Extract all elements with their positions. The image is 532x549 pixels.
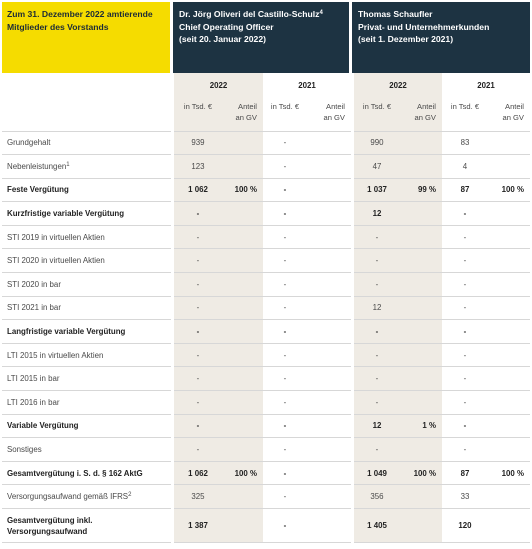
- table-row: [2, 273, 530, 297]
- value-cell: -: [174, 202, 222, 226]
- value-cell: -: [174, 438, 222, 462]
- unit-header-row: [2, 97, 530, 131]
- share-cell: [400, 367, 442, 391]
- value-cell: -: [354, 320, 400, 344]
- share-cell: [307, 461, 351, 485]
- share-cell: [488, 225, 530, 249]
- row-label: Sonstiges: [2, 438, 171, 462]
- value-cell: -: [354, 343, 400, 367]
- value-cell: -: [354, 367, 400, 391]
- share-cell: [400, 438, 442, 462]
- share-cell: [488, 155, 530, 179]
- value-cell: -: [174, 414, 222, 438]
- value-cell: -: [442, 438, 488, 462]
- value-cell: -: [174, 343, 222, 367]
- share-cell: [400, 320, 442, 344]
- person2-since: (seit 1. Dezember 2021): [358, 34, 454, 44]
- share-cell: 100 %: [222, 461, 263, 485]
- table-row: [2, 155, 530, 179]
- value-cell: -: [442, 320, 488, 344]
- share-cell: [488, 367, 530, 391]
- table-row: [2, 438, 530, 462]
- value-cell: -: [442, 296, 488, 320]
- share-cell: [307, 249, 351, 273]
- share-cell: [222, 155, 263, 179]
- share-cell: [222, 414, 263, 438]
- value-cell: -: [263, 155, 307, 179]
- row-label: STI 2021 in bar: [2, 296, 171, 320]
- share-cell: [400, 249, 442, 273]
- share-cell: [222, 485, 263, 509]
- share-label: Anteil an GV: [400, 97, 442, 131]
- share-cell: [400, 273, 442, 297]
- year-header: 2021: [477, 80, 495, 90]
- share-cell: [488, 509, 530, 543]
- share-cell: [400, 343, 442, 367]
- value-cell: -: [354, 438, 400, 462]
- share-cell: 1 %: [400, 414, 442, 438]
- value-cell: 87: [442, 178, 488, 202]
- year-header: 2022: [174, 73, 263, 97]
- value-cell: 12: [354, 414, 400, 438]
- value-cell: -: [263, 414, 307, 438]
- value-cell: -: [263, 273, 307, 297]
- value-cell: -: [263, 367, 307, 391]
- table-row: [2, 225, 530, 249]
- unit-label: in Tsd. €: [354, 97, 400, 131]
- share-cell: [488, 202, 530, 226]
- value-cell: -: [263, 343, 307, 367]
- value-cell: 1 405: [354, 509, 400, 543]
- value-cell: -: [354, 273, 400, 297]
- value-cell: -: [263, 249, 307, 273]
- share-cell: [400, 485, 442, 509]
- value-cell: 87: [442, 461, 488, 485]
- value-cell: -: [174, 296, 222, 320]
- row-label: Feste Vergütung: [2, 178, 171, 202]
- value-cell: -: [442, 414, 488, 438]
- share-cell: [488, 391, 530, 415]
- row-label: Grundgehalt: [2, 131, 171, 155]
- share-cell: 100 %: [488, 461, 530, 485]
- unit-label: in Tsd. €: [442, 97, 488, 131]
- share-cell: [488, 438, 530, 462]
- value-cell: -: [263, 131, 307, 155]
- row-label: STI 2020 in virtuellen Aktien: [2, 249, 171, 273]
- footnote-marker: 2: [128, 492, 132, 499]
- share-cell: [307, 225, 351, 249]
- value-cell: 12: [354, 296, 400, 320]
- value-cell: -: [442, 249, 488, 273]
- share-cell: 100 %: [222, 178, 263, 202]
- row-label: STI 2020 in bar: [2, 273, 171, 297]
- share-cell: [307, 438, 351, 462]
- row-label: Versorgungsaufwand gemäß IFRS$^2$: [2, 485, 171, 509]
- share-cell: [222, 343, 263, 367]
- value-cell: 1 049: [354, 461, 400, 485]
- share-cell: [222, 249, 263, 273]
- person2-name: Thomas Schaufler: [358, 9, 433, 19]
- person1-header: [173, 2, 349, 73]
- share-cell: [222, 367, 263, 391]
- person2-header: [352, 2, 530, 73]
- value-cell: -: [442, 367, 488, 391]
- share-cell: [307, 485, 351, 509]
- row-label: Variable Vergütung: [2, 414, 171, 438]
- value-cell: -: [442, 202, 488, 226]
- compensation-table: [2, 73, 530, 543]
- share-cell: [222, 438, 263, 462]
- table-title: Zum 31. Dezember 2022 amtierende Mitglieder des Vorstands: [2, 2, 170, 73]
- value-cell: -: [354, 391, 400, 415]
- value-cell: 83: [442, 131, 488, 155]
- person1-name: Dr. Jörg Oliveri del Castillo-Schulz: [179, 9, 320, 19]
- share-cell: [400, 225, 442, 249]
- share-cell: [400, 296, 442, 320]
- share-cell: [307, 343, 351, 367]
- row-label: Nebenleistungen$^1$: [2, 155, 171, 179]
- row-label: Gesamtvergütung inkl. Versorgungsaufwand: [2, 509, 171, 543]
- value-cell: -: [442, 273, 488, 297]
- table-row: [2, 391, 530, 415]
- value-cell: -: [442, 225, 488, 249]
- table-row: [2, 485, 530, 509]
- value-cell: -: [263, 485, 307, 509]
- table-row: [2, 461, 530, 485]
- table-row: [2, 249, 530, 273]
- unit-label: in Tsd. €: [174, 97, 222, 131]
- row-label: LTI 2016 in bar: [2, 391, 171, 415]
- share-cell: [307, 155, 351, 179]
- table-row: [2, 296, 530, 320]
- share-cell: [307, 178, 351, 202]
- value-cell: -: [263, 461, 307, 485]
- person1-role: Chief Operating Officer: [179, 21, 274, 32]
- share-cell: [488, 320, 530, 344]
- share-cell: [400, 202, 442, 226]
- share-cell: [307, 202, 351, 226]
- row-label: Kurzfristige variable Vergütung: [2, 202, 171, 226]
- person2-role: Privat- und Unternehmerkunden: [358, 21, 490, 32]
- table-row: [2, 202, 530, 226]
- share-cell: [488, 131, 530, 155]
- share-cell: [307, 320, 351, 344]
- unit-label: in Tsd. €: [263, 97, 307, 131]
- row-label: Gesamtvergütung i. S. d. § 162 AktG: [2, 461, 171, 485]
- table-row: [2, 343, 530, 367]
- share-cell: [222, 131, 263, 155]
- value-cell: -: [174, 225, 222, 249]
- share-cell: 100 %: [488, 178, 530, 202]
- row-label: LTI 2015 in virtuellen Aktien: [2, 343, 171, 367]
- table-row: [2, 414, 530, 438]
- share-cell: [307, 273, 351, 297]
- value-cell: -: [442, 343, 488, 367]
- share-cell: [307, 414, 351, 438]
- year-header: 2022: [354, 73, 442, 97]
- table-row: [2, 178, 530, 202]
- table-row: [2, 131, 530, 155]
- share-cell: [307, 391, 351, 415]
- value-cell: 1 037: [354, 178, 400, 202]
- share-cell: [488, 485, 530, 509]
- person1-footnote: 4: [319, 10, 323, 16]
- share-cell: [400, 391, 442, 415]
- value-cell: 47: [354, 155, 400, 179]
- row-label: STI 2019 in virtuellen Aktien: [2, 225, 171, 249]
- value-cell: 33: [442, 485, 488, 509]
- value-cell: 4: [442, 155, 488, 179]
- value-cell: -: [354, 249, 400, 273]
- value-cell: -: [263, 202, 307, 226]
- share-cell: [307, 367, 351, 391]
- value-cell: 1 062: [174, 178, 222, 202]
- share-cell: [222, 509, 263, 543]
- value-cell: -: [174, 391, 222, 415]
- share-cell: [400, 131, 442, 155]
- value-cell: 123: [174, 155, 222, 179]
- share-cell: [488, 296, 530, 320]
- value-cell: -: [174, 367, 222, 391]
- share-cell: [488, 414, 530, 438]
- share-cell: [222, 391, 263, 415]
- value-cell: -: [174, 249, 222, 273]
- table-row: [2, 367, 530, 391]
- share-cell: [222, 273, 263, 297]
- table-row: [2, 509, 530, 543]
- value-cell: -: [263, 178, 307, 202]
- value-cell: 939: [174, 131, 222, 155]
- value-cell: -: [263, 391, 307, 415]
- value-cell: -: [442, 391, 488, 415]
- value-cell: -: [263, 438, 307, 462]
- table-header-band: [2, 2, 530, 73]
- table-row: [2, 320, 530, 344]
- share-cell: [222, 320, 263, 344]
- share-cell: [400, 155, 442, 179]
- value-cell: 1 387: [174, 509, 222, 543]
- value-cell: 356: [354, 485, 400, 509]
- compensation-table-page: [2, 2, 530, 543]
- value-cell: 990: [354, 131, 400, 155]
- share-cell: [222, 202, 263, 226]
- share-cell: [400, 509, 442, 543]
- share-cell: [307, 509, 351, 543]
- share-cell: 100 %: [400, 461, 442, 485]
- value-cell: 12: [354, 202, 400, 226]
- value-cell: -: [174, 273, 222, 297]
- share-cell: [222, 296, 263, 320]
- value-cell: 120: [442, 509, 488, 543]
- value-cell: -: [174, 320, 222, 344]
- value-cell: -: [263, 225, 307, 249]
- year-header: 2021: [298, 80, 316, 90]
- person1-since: (seit 20. Januar 2022): [179, 34, 266, 44]
- year-header-row: [2, 73, 530, 97]
- row-label: Langfristige variable Vergütung: [2, 320, 171, 344]
- share-label: Anteil an GV: [307, 97, 351, 131]
- share-label: Anteil an GV: [488, 97, 530, 131]
- value-cell: -: [263, 509, 307, 543]
- share-cell: [488, 343, 530, 367]
- share-cell: [488, 249, 530, 273]
- value-cell: -: [263, 320, 307, 344]
- share-cell: 99 %: [400, 178, 442, 202]
- row-label: LTI 2015 in bar: [2, 367, 171, 391]
- value-cell: -: [263, 296, 307, 320]
- value-cell: -: [354, 225, 400, 249]
- share-cell: [307, 296, 351, 320]
- share-cell: [488, 273, 530, 297]
- share-cell: [307, 131, 351, 155]
- value-cell: 325: [174, 485, 222, 509]
- share-cell: [222, 225, 263, 249]
- footnote-marker: 1: [66, 161, 70, 168]
- share-label: Anteil an GV: [222, 97, 263, 131]
- value-cell: 1 062: [174, 461, 222, 485]
